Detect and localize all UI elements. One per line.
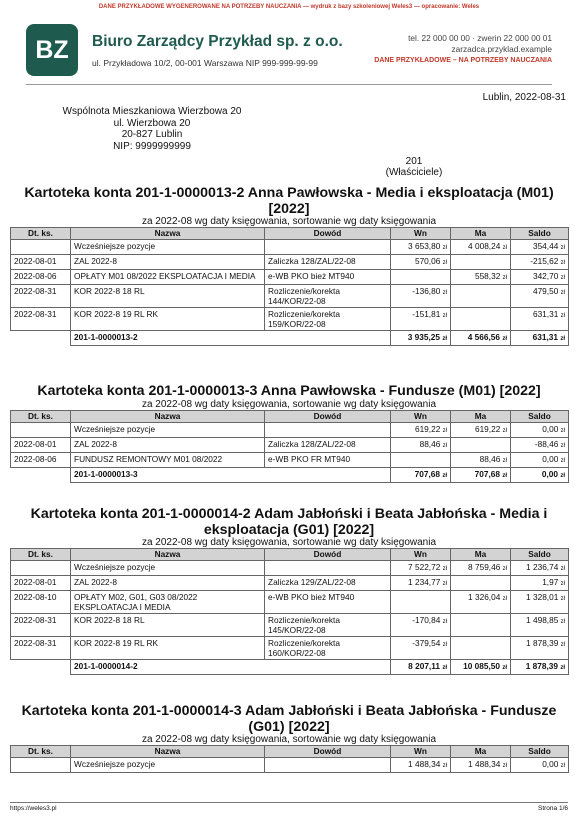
summary-saldo [511,331,569,346]
section-subtitle: za 2022-08 wg daty księgowania, sortowanie wg daty księgowania [141,216,437,227]
header-divider [26,84,552,85]
cell-ma [451,285,511,308]
ledger-table [10,227,569,346]
cell-name: ZAL 2022-8 [71,437,265,452]
cell-wn [391,270,451,285]
currency: zł [502,275,507,281]
cell-ma [451,576,511,591]
cell-date: 2022-08-31 [11,285,71,308]
recipient-line: 20-827 Lublin [121,129,183,140]
currency: zł [502,472,507,479]
cell-doc: e-WB PKO bież MT940 [265,591,391,614]
cell-wn [391,614,451,637]
currency: zł [442,665,447,671]
footer-divider [10,802,568,803]
currency: zł [442,581,447,587]
section-subtitle: za 2022-08 wg daty księgowania, sortowanie wg daty księgowania [141,734,437,745]
cell-wn [391,437,451,452]
summary-ma [451,467,511,482]
amount: -170,84 [412,615,441,625]
cell-wn [391,255,451,270]
amount: 1 328,01 [526,592,559,602]
summary-account: 201-1-0000013-2 [71,331,391,346]
column-header-doc: Dowód [265,228,391,240]
currency: zł [560,427,565,434]
table-row [11,637,569,660]
currency: zł [442,336,447,342]
company-name: Biuro Zarządcy Przykład sp. z o.o. [92,33,343,50]
table-row [11,452,569,467]
amount: 7 522,72 [408,562,441,572]
table-row [11,591,569,614]
cell-name: ZAL 2022-8 [71,255,265,270]
cell-date: 2022-08-31 [11,637,71,660]
cell-doc [265,758,391,773]
cell-ma [451,758,511,773]
cell-wn [391,240,451,255]
amount: 1,97 [542,577,559,587]
section-subtitle: za 2022-08 wg daty księgowania, sortowanie wg daty księgowania [141,398,437,410]
currency: zł [560,472,565,479]
currency: zł [560,275,565,281]
currency: zł [560,245,565,251]
cell-ma [451,614,511,637]
cell-ma [451,452,511,467]
footer-url: https://weles3.pl [10,805,57,812]
amount: 0,00 [542,759,559,769]
column-header-doc: Dowód [265,746,391,758]
table-row [11,576,569,591]
cell-name: KOR 2022-8 19 RL RK [71,308,265,331]
summary-saldo [511,467,569,482]
cell-name: Wcześniejsze pozycje [71,240,265,255]
currency: zł [560,665,565,671]
amount: -88,46 [534,438,559,449]
summary-account: 201-1-0000013-3 [71,467,391,482]
summary-wn [391,467,451,482]
currency: zł [442,642,447,648]
owner-code: 201 [405,156,423,167]
cell-saldo [511,240,569,255]
cell-saldo [511,437,569,452]
cell-ma [451,308,511,331]
amount: 3 935,25 [407,332,441,342]
column-header-wn: Wn [391,549,451,561]
recipient-line: NIP: 9999999999 [113,140,191,152]
summary-saldo [511,660,569,675]
cell-doc: e-WB PKO bież MT940 [265,270,391,285]
amount: 1 878,39 [525,661,559,671]
table-row [11,614,569,637]
amount: 0,00 [542,423,559,434]
cell-doc: e-WB PKO FR MT940 [265,452,391,467]
table-row [11,758,569,773]
amount: -379,54 [412,638,441,648]
company-contact [374,33,552,66]
column-header-wn: Wn [391,746,451,758]
section-title: Kartoteka konta 201-1-0000014-3 Adam Jabłoński i Beata Jabłońska - Fundusze (G01) [2022] [21,703,557,735]
currency: zł [442,260,447,266]
cell-wn [391,576,451,591]
column-header-doc: Dowód [265,549,391,561]
column-header-ma: Ma [451,549,511,561]
table-row [11,255,569,270]
cell-name: Wcześniejsze pozycje [71,422,265,437]
cell-saldo [511,452,569,467]
amount: 1 488,34 [468,759,501,769]
amount: 479,50 [532,286,559,296]
amount: 0,00 [542,453,559,464]
amount: 631,31 [532,332,559,342]
table-row [11,308,569,331]
column-header-ma: Ma [451,746,511,758]
amount: 354,44 [532,241,559,251]
cell-doc: Rozliczenie/korekta 144/KOR/22-08 [265,285,391,308]
amount: -215,62 [530,256,559,266]
amount: 619,22 [474,423,501,434]
cell-ma [451,591,511,614]
currency: zł [560,619,565,625]
column-header-doc: Dowód [265,410,391,422]
cell-name: Wcześniejsze pozycje [71,758,265,773]
currency: zł [442,245,447,251]
currency: zł [502,665,507,671]
page-footer [10,805,568,812]
amount: -136,80 [412,286,441,296]
cell-wn [391,308,451,331]
cell-doc: Rozliczenie/korekta 160/KOR/22-08 [265,637,391,660]
cell-saldo [511,758,569,773]
table-row [11,422,569,437]
cell-wn [391,422,451,437]
table-row [11,270,569,285]
cell-saldo [511,591,569,614]
cell-wn [391,285,451,308]
cell-ma [451,637,511,660]
table-header [11,228,569,240]
amount: 0,00 [541,468,559,479]
company-phone: tel. 22 000 00 00 · zwerin 22 000 00 01 [408,33,552,43]
column-header-ma: Ma [451,410,511,422]
column-header-wn: Wn [391,410,451,422]
currency: zł [442,619,447,625]
table-row [11,561,569,576]
recipient-line: ul. Wierzbowa 20 [113,117,191,129]
cell-saldo [511,270,569,285]
cell-wn [391,591,451,614]
cell-name: ZAL 2022-8 [71,576,265,591]
summary-account: 201-1-0000014-2 [71,660,391,675]
cell-saldo [511,576,569,591]
currency: zł [502,457,507,464]
currency: zł [442,566,447,572]
cell-ma [451,270,511,285]
amount: 342,70 [532,271,559,281]
currency: zł [442,427,447,434]
column-header-saldo: Saldo [511,410,569,422]
cell-saldo [511,285,569,308]
column-header-saldo: Saldo [511,746,569,758]
cell-name: OPŁATY M01 08/2022 EKSPLOATACJA I MEDIA [71,270,265,285]
cell-doc [265,240,391,255]
currency: zł [442,290,447,296]
cell-saldo [511,561,569,576]
summary-ma [451,331,511,346]
training-banner: DANE PRZYKŁADOWE WYGENEROWANE NA POTRZEBY NAUCZANIA — wydruk z bazy szkoleniowej Weles3 — opracowanie: Weles [98,4,480,10]
currency: zł [560,566,565,572]
currency: zł [502,427,507,434]
currency: zł [442,763,447,769]
currency: zł [560,313,565,319]
column-header-name: Nazwa [71,549,265,561]
amount: 631,31 [532,309,559,319]
ledger-table [10,745,569,773]
cell-saldo [511,308,569,331]
ledger-section [10,507,568,675]
column-header-date: Dt. ks. [11,746,71,758]
cell-wn [391,758,451,773]
amount: 707,68 [474,468,501,479]
cell-date: 2022-08-06 [11,452,71,467]
table-header [11,746,569,758]
recipient-line: Wspólnota Mieszkaniowa Wierzbowa 20 [62,106,242,117]
currency: zł [560,336,565,342]
ledger-section [10,186,568,346]
amount: 3 653,80 [408,241,441,251]
cell-doc: Zaliczka 129/ZAL/22-08 [265,576,391,591]
currency: zł [442,472,447,479]
amount: 88,46 [419,438,441,449]
cell-wn [391,452,451,467]
cell-date [11,758,71,773]
cell-ma [451,437,511,452]
cell-date: 2022-08-01 [11,437,71,452]
cell-doc [265,561,391,576]
cell-date: 2022-08-01 [11,576,71,591]
cell-saldo [511,255,569,270]
amount: 1 488,34 [408,759,441,769]
amount: 558,32 [474,271,501,281]
cell-name: Wcześniejsze pozycje [71,561,265,576]
column-header-ma: Ma [451,228,511,240]
column-header-name: Nazwa [71,410,265,422]
amount: 10 085,50 [463,661,501,671]
column-header-date: Dt. ks. [11,549,71,561]
amount: 8 207,11 [408,661,441,671]
column-header-date: Dt. ks. [11,228,71,240]
cell-date: 2022-08-31 [11,614,71,637]
currency: zł [560,290,565,296]
cell-name: KOR 2022-8 18 RL [71,285,265,308]
amount: 1 326,04 [468,592,501,602]
summary-row [11,660,569,675]
cell-doc: Rozliczenie/korekta 145/KOR/22-08 [265,614,391,637]
amount: 707,68 [414,468,441,479]
cell-date [11,422,71,437]
cell-doc: Rozliczenie/korekta 159/KOR/22-08 [265,308,391,331]
amount: 8 759,46 [468,562,501,572]
column-header-saldo: Saldo [511,549,569,561]
cell-name: KOR 2022-8 19 RL RK [71,637,265,660]
cell-ma [451,255,511,270]
amount: 4 566,56 [467,332,501,342]
amount: 4 008,24 [468,241,501,251]
table-row [11,437,569,452]
currency: zł [560,581,565,587]
cell-saldo [511,637,569,660]
summary-wn [391,331,451,346]
amount: 619,22 [414,423,441,434]
column-header-saldo: Saldo [511,228,569,240]
column-header-name: Nazwa [71,228,265,240]
ledger-section [10,384,568,483]
column-header-name: Nazwa [71,746,265,758]
currency: zł [560,763,565,769]
cell-date: 2022-08-06 [11,270,71,285]
cell-doc: Zaliczka 128/ZAL/22-08 [265,437,391,452]
page-number: Strona 1/6 [538,805,568,812]
company-address: ul. Przykładowa 10/2, 00-001 Warszawa NIP 999-999-99-99 [92,58,318,68]
currency: zł [502,566,507,572]
amount: 570,06 [414,256,441,266]
cell-date: 2022-08-10 [11,591,71,614]
cell-ma [451,561,511,576]
cell-saldo [511,422,569,437]
currency: zł [560,442,565,449]
owner-block [380,157,448,178]
summary-row [11,331,569,346]
cell-date [11,561,71,576]
currency: zł [560,260,565,266]
cell-date: 2022-08-01 [11,255,71,270]
amount: 1 878,39 [526,638,559,648]
recipient-block [54,106,250,152]
currency: zł [560,596,565,602]
amount: 1 234,77 [408,577,441,587]
table-header [11,410,569,422]
cell-ma [451,240,511,255]
currency: zł [442,442,447,449]
amount: 1 236,74 [526,562,559,572]
cell-name: FUNDUSZ REMONTOWY M01 08/2022 [71,452,265,467]
city-date: Lublin, 2022-08-31 [482,92,566,103]
section-title: Kartoteka konta 201-1-0000013-2 Anna Pawłowska - Media i eksploatacja (M01) [2022] [24,185,554,217]
summary-ma [451,660,511,675]
ledger-section [10,704,568,773]
currency: zł [560,457,565,464]
cell-ma [451,422,511,437]
column-header-date: Dt. ks. [11,410,71,422]
owner-label: (Właściciele) [385,166,443,178]
cell-wn [391,561,451,576]
cell-date: 2022-08-31 [11,308,71,331]
company-logo: BZ [26,24,78,76]
ledger-table [10,548,569,675]
currency: zł [502,596,507,602]
cell-name: OPŁATY M02, G01, G03 08/2022 EKSPLOATACJA I MEDIA [71,591,265,614]
currency: zł [442,313,447,319]
cell-doc [265,422,391,437]
currency: zł [502,245,507,251]
amount: 1 498,85 [526,615,559,625]
cell-name: KOR 2022-8 18 RL [71,614,265,637]
cell-doc: Zaliczka 128/ZAL/22-08 [265,255,391,270]
currency: zł [560,642,565,648]
column-header-wn: Wn [391,228,451,240]
table-header [11,549,569,561]
currency: zł [502,336,507,342]
ledger-table [10,410,569,483]
amount: 88,46 [479,453,501,464]
table-row [11,285,569,308]
summary-wn [391,660,451,675]
company-email: zarzadca.przyklad.example [451,44,552,54]
amount: -151,81 [412,309,441,319]
section-title: Kartoteka konta 201-1-0000013-3 Anna Pawłowska - Fundusze (M01) [2022] [37,383,541,399]
cell-saldo [511,614,569,637]
currency: zł [502,763,507,769]
company-note: DANE PRZYKŁADOWE – NA POTRZEBY NAUCZANIA [374,57,552,64]
table-row [11,240,569,255]
cell-wn [391,637,451,660]
cell-date [11,240,71,255]
section-subtitle: za 2022-08 wg daty księgowania, sortowanie wg daty księgowania [141,537,437,548]
section-title: Kartoteka konta 201-1-0000014-2 Adam Jabłoński i Beata Jabłońska - Media i eksploatacja (G01) [2022] [30,506,548,538]
summary-row [11,467,569,482]
